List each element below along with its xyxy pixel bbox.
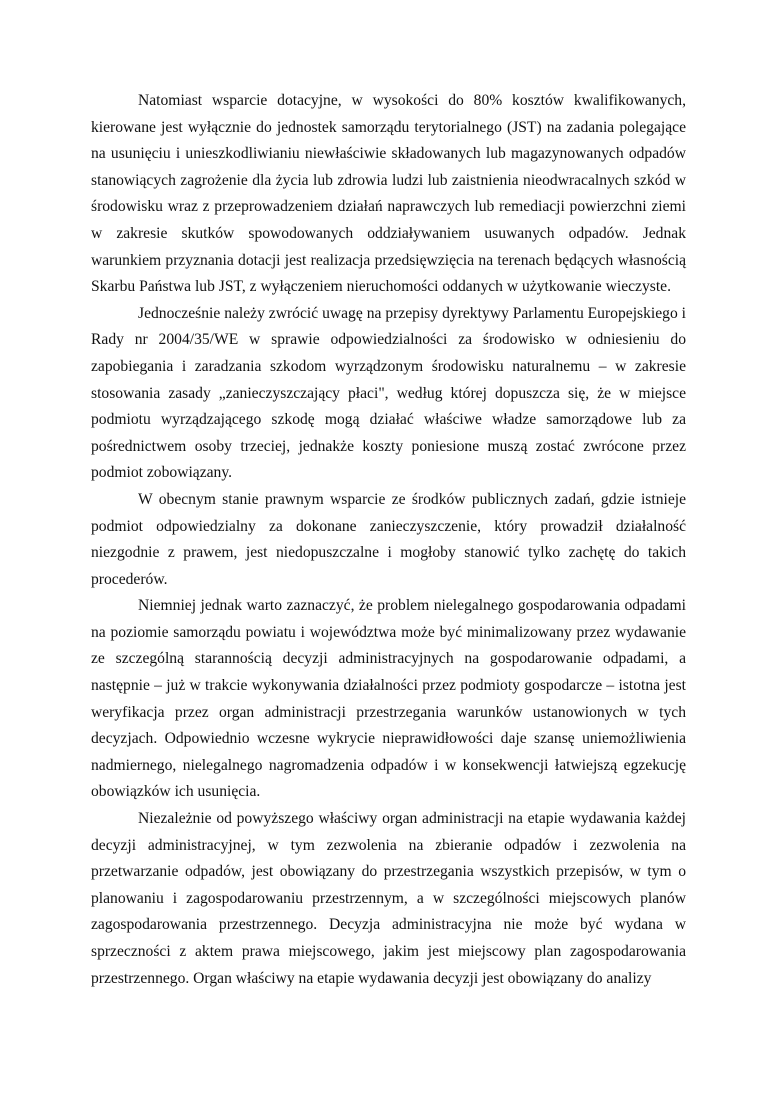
paragraph-3: W obecnym stanie prawnym wsparcie ze środków publicznych zadań, gdzie istnieje podmiot odpowiedzialny za dokonane zanieczyszczenie, który prowadził działalność niezgodnie z prawem, jest niedopuszczalne i mogłoby stanowić tylko zachętę do takich procederów. bbox=[91, 490, 686, 588]
paragraph-1: Natomiast wsparcie dotacyjne, w wysokości do 80% kosztów kwalifikowanych, kierowane jest wyłącznie do jednostek samorządu terytorialnego (JST) na zadania polegające na usunięciu i unieszkodliwianiu niewłaściwie składowanych lub magazynowanych odpadów stanowiących zagrożenie dla życia lub zdrowia ludzi lub zaistnienia nieodwracalnych szkód w środowisku wraz z przeprowadzeniem działań naprawczych lub remediacji powierzchni ziemi w zakresie skutków spowodowanych oddziaływaniem usuwanych odpadów. Jednak warunkiem przyznania dotacji jest realizacja przedsięwzięcia na terenach będących własnością Skarbu Państwa lub JST, z wyłączeniem nieruchomości oddanych w użytkowanie wieczyste. bbox=[91, 92, 686, 296]
paragraph-5: Niezależnie od powyższego właściwy organ administracji na etapie wydawania każdej decyzji administracyjnej, w tym zezwolenia na zbieranie odpadów i zezwolenia na przetwarzanie odpadów, jest obowiązany do przestrzegania wszystkich przepisów, w tym o planowaniu i zagospodarowaniu przestrzennym, a w szczególności miejscowych planów zagospodarowania przestrzennego. Decyzja administracyjna nie może być wydana w sprzeczności z aktem prawa miejscowego, jakim jest miejscowy plan zagospodarowania przestrzennego. Organ właściwy na etapie wydawania decyzji jest obowiązany do analizy bbox=[91, 810, 686, 987]
paragraph-2: Jednocześnie należy zwrócić uwagę na przepisy dyrektywy Parlamentu Europejskiego i Rady nr 2004/35/WE w sprawie odpowiedzialności za środowisko w odniesieniu do zapobiegania i zaradzania szkodom wyrządzonym środowisku naturalnemu – w zakresie stosowania zasady „zanieczyszczający płaci", według której dopuszcza się, że w miejsce podmiotu wyrządzającego szkodę mogą działać właściwe władze samorządowe lub za pośrednictwem osoby trzeciej, jednakże koszty poniesione muszą zostać zwrócone przez podmiot zobowiązany. bbox=[91, 304, 686, 482]
document-body bbox=[91, 88, 686, 992]
paragraph-4: Niemniej jednak warto zaznaczyć, że problem nielegalnego gospodarowania odpadami na poziomie samorządu powiatu i województwa może być minimalizowany przez wydawanie ze szczególną starannością decyzji administracyjnych na gospodarowanie odpadami, a następnie – już w trakcie wykonywania działalności przez podmioty gospodarcze – istotna jest weryfikacja przez organ administracji przestrzegania warunków ustanowionych w tych decyzjach. Odpowiednio wczesne wykrycie nieprawidłowości daje szansę uniemożliwienia nadmiernego, nielegalnego nagromadzenia odpadów i w konsekwencji łatwiejszą egzekucję obowiązków ich usunięcia. bbox=[91, 597, 686, 801]
